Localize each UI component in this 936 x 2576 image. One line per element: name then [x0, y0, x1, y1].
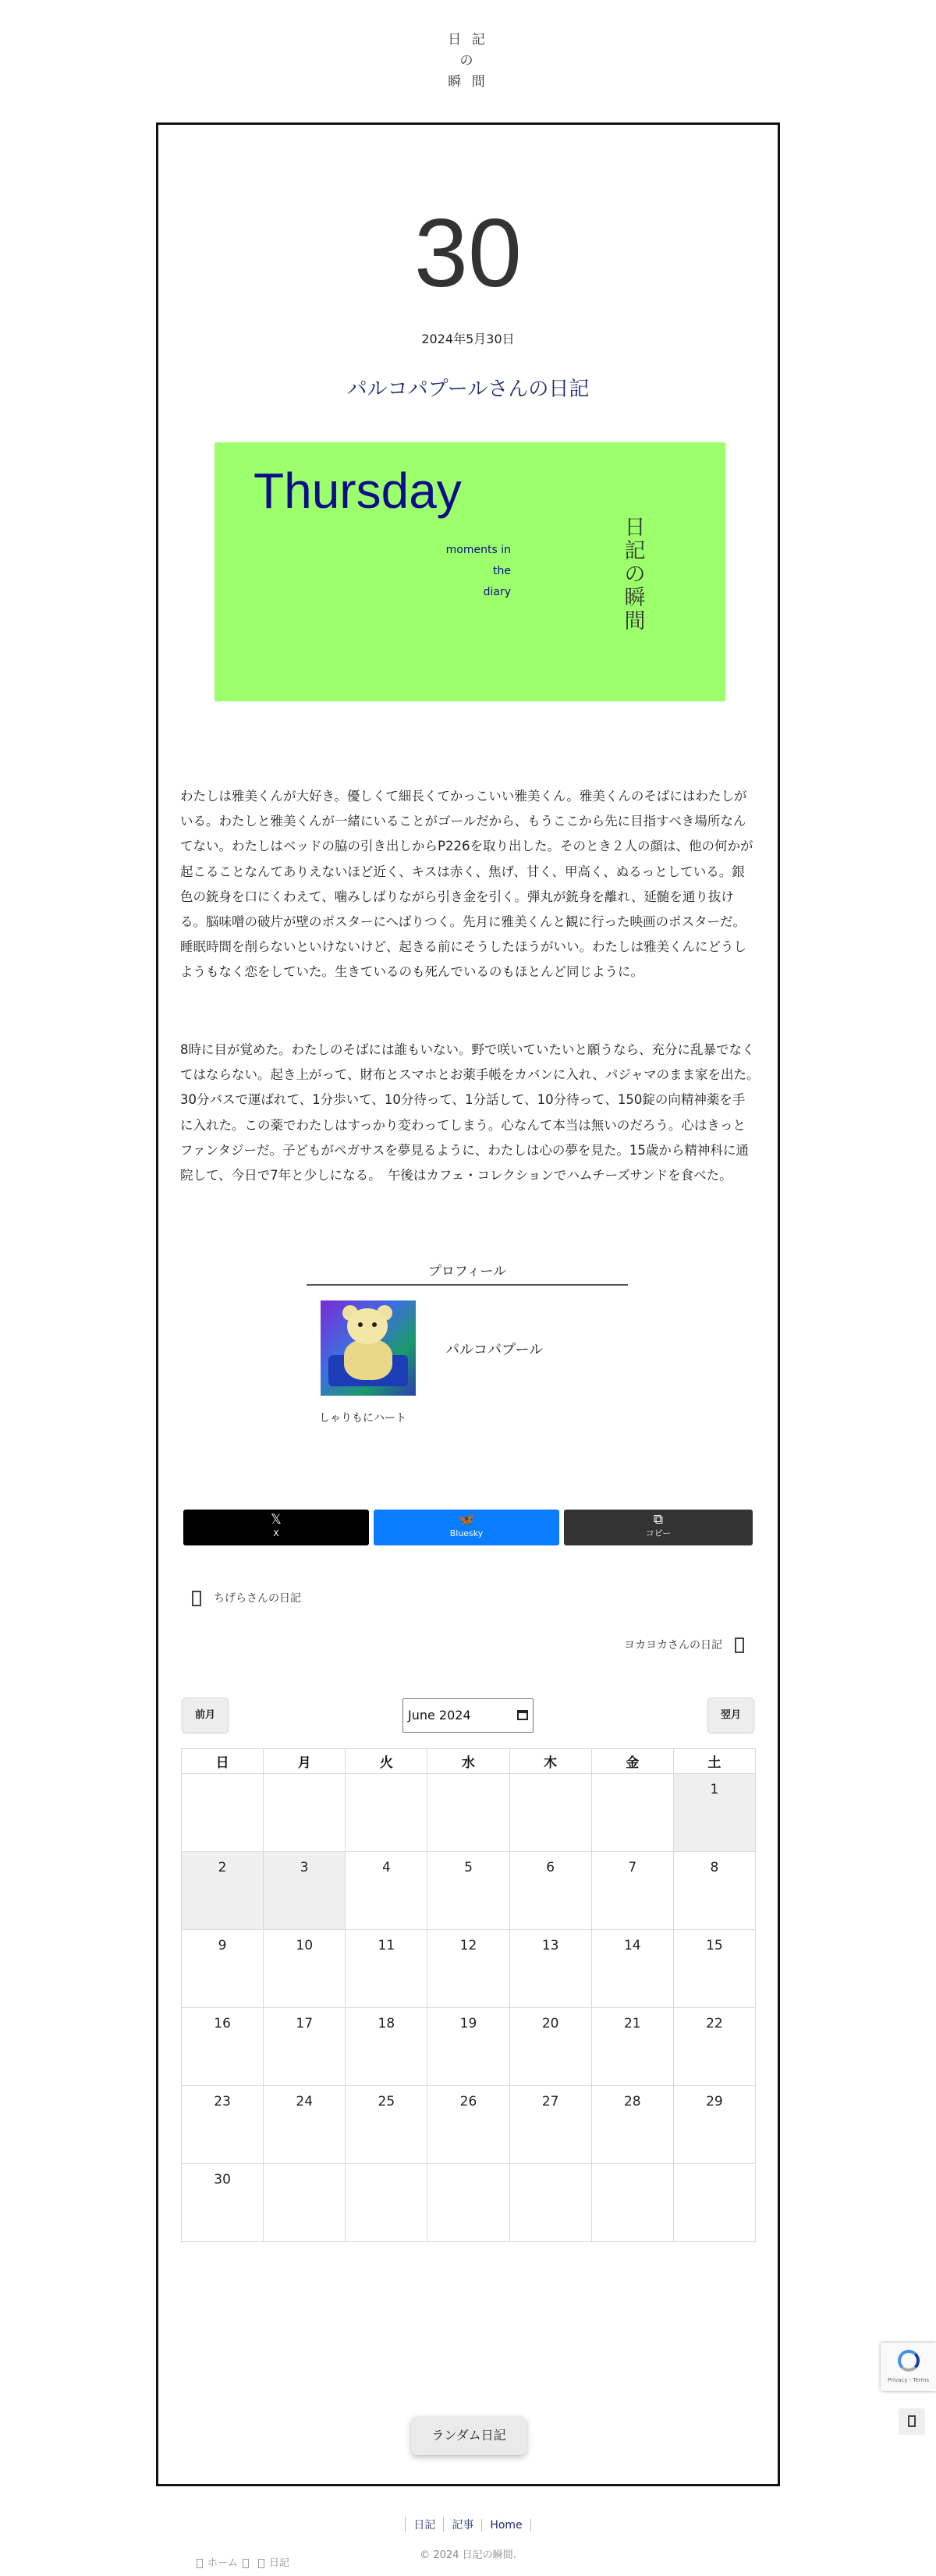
- hero-tagline-line: moments in: [445, 544, 511, 556]
- diary-paragraph: 8時に目が覚めた。わたしのそばには誰もいない。野で咲いていたいと願うなら、充分に乱暴でなくてはならない。起き上がって、財布とスマホとお薬手帳をカバンに入れ、パジャマのまま家を出た。 30分バスで運ばれて、1分歩いて、10分待って、1分話して、10分待って、150錠の向精神薬を手に入れた。この薬でわたしはすっかり変わってしまう。心なんて本当は無いのだろう。心はきっとファンタジーだ。子どもがペガサスを夢見るように、わたしは心の夢を見た。15歳から精神科に通院して、今日で7年と少しになる。 午後はカフェ・コレクションでハムチーズサンドを食べた。: [180, 1042, 766, 1183]
- prev-diary-label: ちげらさんの日記: [214, 1592, 301, 1605]
- calendar-weekday-row: [182, 1749, 756, 1774]
- calendar-day: 24: [264, 2086, 346, 2164]
- calendar-week: [182, 1852, 756, 1930]
- share-x-button[interactable]: [183, 1510, 369, 1545]
- footer-link-home[interactable]: Home: [481, 2519, 530, 2532]
- copy-icon: ⧉: [653, 1512, 664, 1528]
- calendar-day: [427, 1774, 509, 1852]
- share-buttons: [183, 1510, 753, 1545]
- profile-name[interactable]: パルコパプール: [445, 1342, 544, 1358]
- calendar-day: 16: [182, 2008, 264, 2086]
- profile-avatar[interactable]: [321, 1300, 416, 1396]
- share-bluesky-button[interactable]: [374, 1510, 559, 1545]
- footer-link-articles[interactable]: 記事: [443, 2517, 481, 2532]
- calendar-day: 22: [673, 2008, 755, 2086]
- recaptcha-badge[interactable]: [881, 2343, 936, 2391]
- calendar-day: [264, 2164, 346, 2242]
- next-diary-link[interactable]: [624, 1637, 744, 1653]
- day-number: 30: [414, 200, 522, 307]
- hero-vertical-title: [622, 516, 648, 633]
- calendar-day: [264, 1774, 346, 1852]
- calendar-day-with-entry[interactable]: 1: [673, 1774, 755, 1852]
- prev-month-button[interactable]: 前月: [182, 1698, 229, 1733]
- calendar-day: 21: [591, 2008, 673, 2086]
- hero-tagline-line: diary: [483, 586, 511, 598]
- calendar-day: 9: [182, 1930, 264, 2008]
- calendar-day: 13: [509, 1930, 591, 2008]
- calendar-day: 11: [346, 1930, 427, 2008]
- calendar-day: 23: [182, 2086, 264, 2164]
- hero-weekday: Thursday: [254, 463, 462, 519]
- diary-paragraph: わたしは雅美くんが大好き。優しくて細長くてかっこいい雅美くん。雅美くんのそばにはわたしがいる。わたしと雅美くんが一緒にいることがゴールだから、もうここから先に目指すべき場所なんてない。わたしはベッドの脇の引き出しからP226を取り出した。そのとき２人の顔は、他の何かが起こることなんてありえないほど近く、キスは赤く、焦げ、甘く、甲高く、ぬるっとしている。銀色の銃身を口にくわえて、噛みしばりながら引き金を引く。弾丸が銃身を離れ、延髄を通り抜ける。脳味噌の破片が壁のポスターにへばりつく。先月に雅美くんと観に行った映画のポスターだ。睡眠時間を削らないといけないけど、起きる前にそうしたほうがいい。わたしは雅美くんにどうしようもなく恋をしていた。生きているのも死んでいるのもほとんど同じように。: [180, 789, 753, 980]
- footer-nav: [0, 2517, 936, 2532]
- post-title: パルコパプールさんの日記: [346, 378, 590, 401]
- weekday-header: 金: [591, 1749, 673, 1774]
- calendar-day: 17: [264, 2008, 346, 2086]
- prev-diary-link[interactable]: [192, 1590, 301, 1606]
- footer-link-diary[interactable]: 日記: [405, 2517, 443, 2532]
- next-month-button[interactable]: 翌月: [707, 1698, 754, 1733]
- hero-vertical-char: 間: [624, 609, 646, 633]
- calendar-week: [182, 1930, 756, 2008]
- calendar-day: 14: [591, 1930, 673, 2008]
- site-logo-line: の: [459, 53, 477, 69]
- calendar-day: 18: [346, 2008, 427, 2086]
- share-bluesky-label: Bluesky: [449, 1528, 484, 1538]
- calendar-day: 8: [673, 1852, 755, 1930]
- hero-vertical-char: 瞬: [624, 586, 646, 610]
- copyright: © 2024 日記の瞬間.: [420, 2549, 516, 2561]
- recaptcha-icon: [898, 2350, 920, 2372]
- hero-tagline-line: the: [493, 565, 511, 577]
- breadcrumb-home[interactable]: ホーム: [207, 2557, 239, 2569]
- calendar-icon[interactable]: [517, 1710, 528, 1720]
- calendar-day: 30: [182, 2164, 264, 2242]
- calendar-day: [591, 1774, 673, 1852]
- calendar-day: [591, 2164, 673, 2242]
- calendar-day: 5: [427, 1852, 509, 1930]
- month-picker-input[interactable]: [402, 1698, 534, 1733]
- calendar-day: 7: [591, 1852, 673, 1930]
- scroll-to-top-button[interactable]: [899, 2408, 925, 2435]
- calendar-day: 26: [427, 2086, 509, 2164]
- calendar-day: 29: [673, 2086, 755, 2164]
- calendar-day: [673, 2164, 755, 2242]
- weekday-header: 日: [182, 1749, 264, 1774]
- calendar-day: 4: [346, 1852, 427, 1930]
- weekday-header: 木: [509, 1749, 591, 1774]
- x-logo-icon: 𝕏: [271, 1512, 282, 1528]
- profile-caption: しゃりもにハート: [319, 1412, 406, 1425]
- calendar-day: 6: [509, 1852, 591, 1930]
- profile-heading: プロフィール: [307, 1260, 628, 1286]
- weekday-header: 土: [673, 1749, 755, 1774]
- calendar-day: [346, 1774, 427, 1852]
- breadcrumb-current[interactable]: 日記: [269, 2557, 290, 2569]
- hero-tagline: [394, 540, 511, 603]
- month-picker-value: June 2024: [408, 1708, 471, 1723]
- calendar-day: [427, 2164, 509, 2242]
- calendar-day: 25: [346, 2086, 427, 2164]
- weekday-header: 水: [427, 1749, 509, 1774]
- calendar-day-with-entry[interactable]: 3: [264, 1852, 346, 1930]
- calendar-week: [182, 2086, 756, 2164]
- calendar-day: 10: [264, 1930, 346, 2008]
- calendar-day: 12: [427, 1930, 509, 2008]
- post-date: 2024年5月30日: [421, 332, 515, 346]
- hero-vertical-char: 日: [624, 516, 646, 540]
- site-logo[interactable]: [0, 30, 936, 93]
- calendar-day: [509, 2164, 591, 2242]
- weekday-header: 月: [264, 1749, 346, 1774]
- calendar-day: 15: [673, 1930, 755, 2008]
- prev-arrow-icon: [192, 1591, 201, 1606]
- butterfly-icon: 🦋: [458, 1512, 475, 1528]
- calendar-grid: [181, 1748, 756, 2242]
- site-logo-line: 瞬 間: [448, 74, 488, 90]
- recaptcha-text[interactable]: Privacy - Terms: [888, 2377, 929, 2383]
- calendar-day: 19: [427, 2008, 509, 2086]
- next-diary-label: ヨカヨカさんの日記: [624, 1639, 722, 1652]
- calendar-day: [509, 1774, 591, 1852]
- share-copy-button[interactable]: [564, 1510, 753, 1545]
- hero-vertical-char: の: [624, 562, 646, 587]
- calendar-week: [182, 2164, 756, 2242]
- site-logo-line: 日 記: [448, 32, 488, 48]
- calendar-week: [182, 2008, 756, 2086]
- next-arrow-icon: [735, 1637, 744, 1653]
- calendar-day: 28: [591, 2086, 673, 2164]
- calendar-day: 27: [509, 2086, 591, 2164]
- calendar-day-with-entry[interactable]: 2: [182, 1852, 264, 1930]
- arrow-up-icon: [908, 2415, 916, 2427]
- weekday-header: 火: [346, 1749, 427, 1774]
- share-x-label: X: [273, 1528, 279, 1538]
- calendar-day: [346, 2164, 427, 2242]
- share-copy-label: コピー: [645, 1528, 672, 1538]
- calendar-day: 20: [509, 2008, 591, 2086]
- calendar-week: [182, 1774, 756, 1852]
- hero-image: [214, 442, 725, 701]
- random-diary-button[interactable]: ランダム日記: [411, 2416, 526, 2455]
- hero-vertical-char: 記: [624, 539, 646, 563]
- calendar-day: [182, 1774, 264, 1852]
